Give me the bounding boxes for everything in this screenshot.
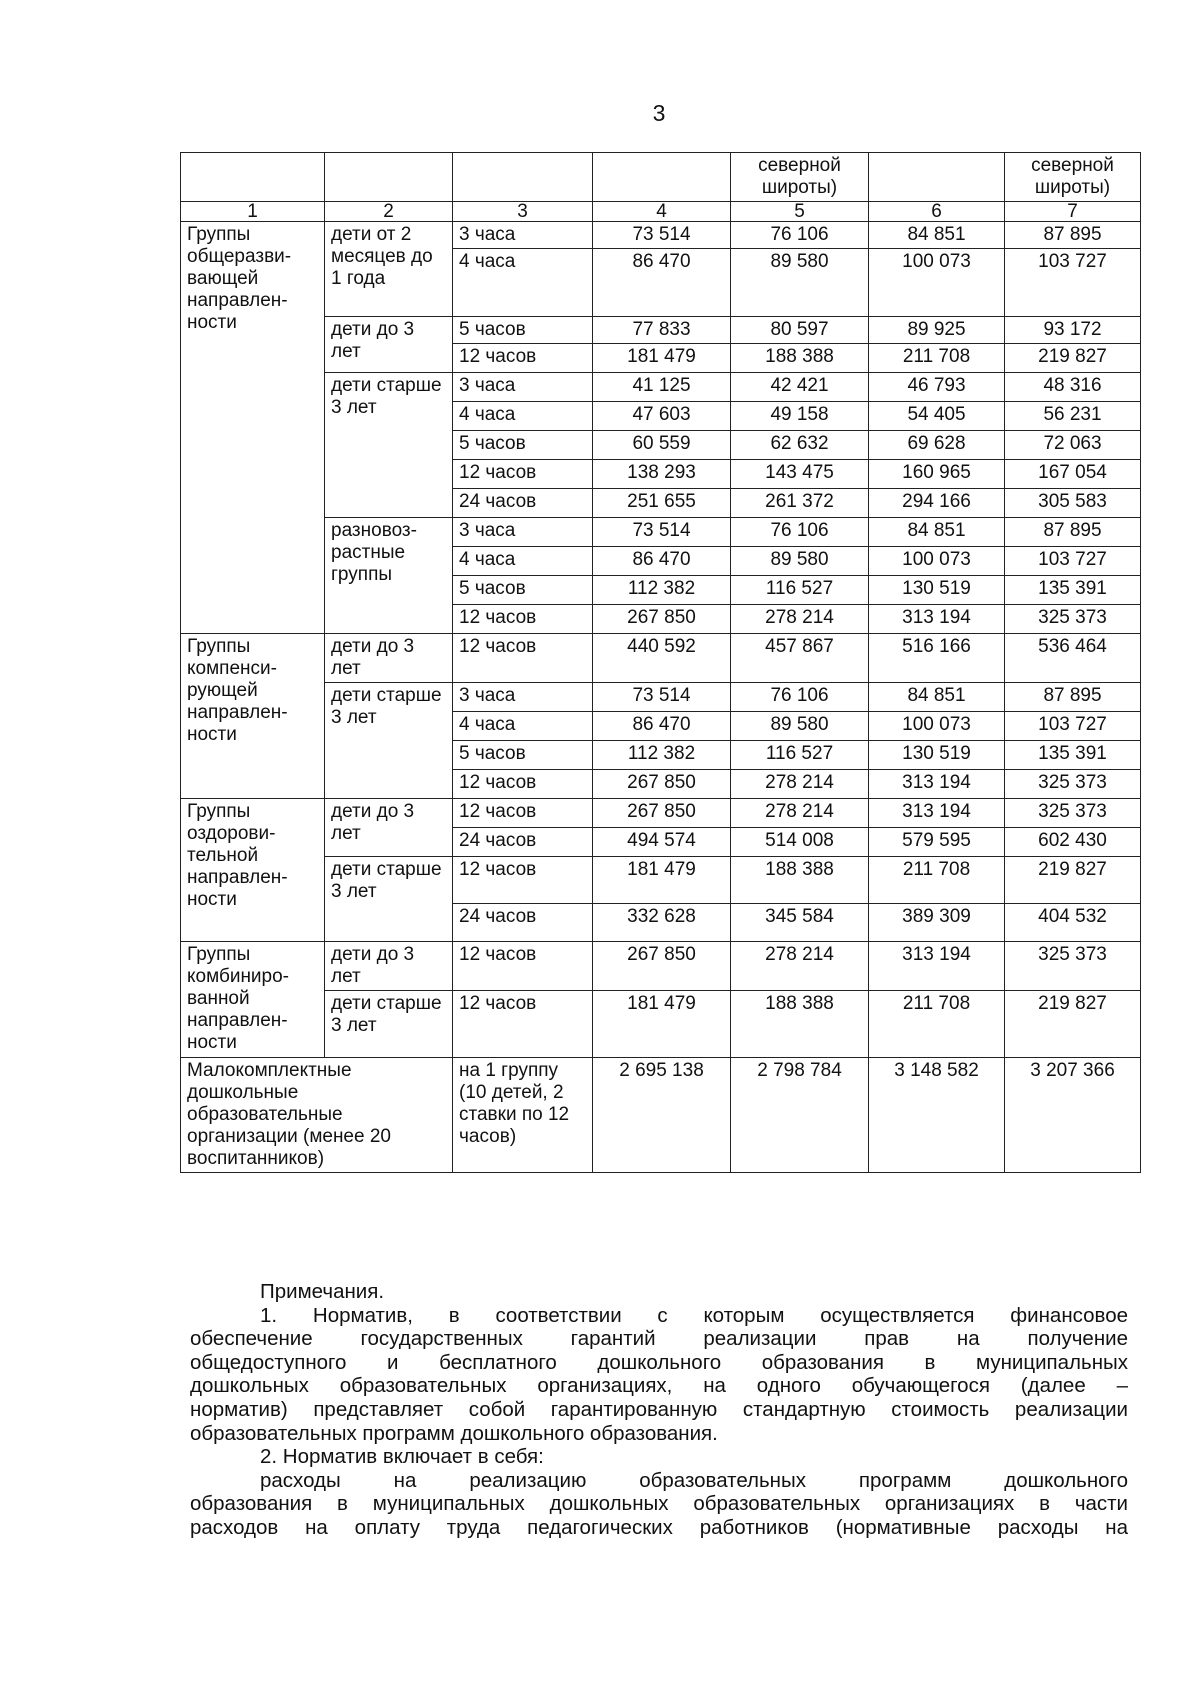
value-cell: 345 584: [731, 904, 869, 942]
value-cell: 332 628: [593, 904, 731, 942]
value-cell: 84 851: [869, 222, 1005, 249]
age-label: дети до 3 лет: [325, 799, 453, 857]
note-2-line: расходов на оплату труда педагогических работников (нормативные расходы на: [190, 1515, 1128, 1539]
value-cell: 2 695 138: [593, 1058, 731, 1173]
value-cell: 87 895: [1005, 222, 1141, 249]
value-cell: 112 382: [593, 576, 731, 605]
value-cell: 181 479: [593, 344, 731, 373]
value-cell: 80 597: [731, 317, 869, 344]
value-cell: 76 106: [731, 683, 869, 712]
column-number: 6: [869, 202, 1005, 222]
value-cell: 62 632: [731, 431, 869, 460]
value-cell: 87 895: [1005, 518, 1141, 547]
hours-cell: 5 часов: [453, 431, 593, 460]
table-row: [181, 518, 1141, 547]
value-cell: 219 827: [1005, 991, 1141, 1058]
hours-cell: 4 часа: [453, 712, 593, 741]
hours-cell: 12 часов: [453, 770, 593, 799]
value-cell: 76 106: [731, 518, 869, 547]
value-cell: 457 867: [731, 634, 869, 683]
age-label: дети старше 3 лет: [325, 991, 453, 1058]
table-row: [181, 317, 1141, 344]
value-cell: 143 475: [731, 460, 869, 489]
header-cell-1: [181, 153, 325, 202]
value-cell: 325 373: [1005, 799, 1141, 828]
value-cell: 325 373: [1005, 770, 1141, 799]
group-label: Группы оздорови-тельной направлен-ности: [181, 799, 325, 942]
value-cell: 135 391: [1005, 741, 1141, 770]
note-1-line: 1. Норматив, в соответствии с которым осуществляется финансовое: [260, 1303, 1128, 1327]
group-label: Малокомплектные дошкольные образовательные организации (менее 20 воспитанников): [181, 1058, 453, 1173]
normative-table: [180, 152, 1141, 1173]
header-cell-3: [453, 153, 593, 202]
value-cell: 48 316: [1005, 373, 1141, 402]
value-cell: 112 382: [593, 741, 731, 770]
value-cell: 278 214: [731, 799, 869, 828]
value-cell: 188 388: [731, 344, 869, 373]
value-cell: 278 214: [731, 942, 869, 991]
column-numbers-row: [181, 202, 1141, 222]
value-cell: 278 214: [731, 605, 869, 634]
value-cell: 251 655: [593, 489, 731, 518]
value-cell: 42 421: [731, 373, 869, 402]
hours-cell: 4 часа: [453, 249, 593, 317]
hours-cell: 5 часов: [453, 317, 593, 344]
value-cell: 536 464: [1005, 634, 1141, 683]
hours-cell: 3 часа: [453, 222, 593, 249]
hours-cell: 12 часов: [453, 460, 593, 489]
value-cell: 41 125: [593, 373, 731, 402]
header-cell-4: [593, 153, 731, 202]
value-cell: 313 194: [869, 942, 1005, 991]
value-cell: 89 580: [731, 712, 869, 741]
note-2-title: 2. Норматив включает в себя:: [260, 1445, 544, 1469]
value-cell: 116 527: [731, 741, 869, 770]
value-cell: 72 063: [1005, 431, 1141, 460]
value-cell: 181 479: [593, 857, 731, 904]
hours-cell: 12 часов: [453, 857, 593, 904]
table-row: [181, 373, 1141, 402]
header-cell-2: [325, 153, 453, 202]
value-cell: 313 194: [869, 799, 1005, 828]
value-cell: 130 519: [869, 576, 1005, 605]
age-label: дети старше 3 лет: [325, 373, 453, 518]
column-number: 1: [181, 202, 325, 222]
value-cell: 103 727: [1005, 547, 1141, 576]
value-cell: 267 850: [593, 770, 731, 799]
note-2-line: образования в муниципальных дошкольных образовательных организациях в части: [190, 1492, 1128, 1516]
value-cell: 514 008: [731, 828, 869, 857]
value-cell: 440 592: [593, 634, 731, 683]
value-cell: 130 519: [869, 741, 1005, 770]
header-cell-7: северной широты): [1005, 153, 1141, 202]
value-cell: 160 965: [869, 460, 1005, 489]
value-cell: 103 727: [1005, 249, 1141, 317]
table-row: [181, 857, 1141, 904]
value-cell: 516 166: [869, 634, 1005, 683]
value-cell: 261 372: [731, 489, 869, 518]
note-2-line: расходы на реализацию образовательных программ дошкольного: [260, 1468, 1128, 1492]
column-number: 4: [593, 202, 731, 222]
value-cell: 56 231: [1005, 402, 1141, 431]
value-cell: 87 895: [1005, 683, 1141, 712]
value-cell: 93 172: [1005, 317, 1141, 344]
header-cell-6: [869, 153, 1005, 202]
hours-cell: 5 часов: [453, 741, 593, 770]
table-row: [181, 634, 1141, 683]
hours-cell: 12 часов: [453, 605, 593, 634]
value-cell: 73 514: [593, 518, 731, 547]
value-cell: 86 470: [593, 712, 731, 741]
page-number: 3: [652, 100, 666, 126]
value-cell: 49 158: [731, 402, 869, 431]
table-row: [181, 991, 1141, 1058]
value-cell: 602 430: [1005, 828, 1141, 857]
hours-cell: 4 часа: [453, 402, 593, 431]
age-label: разновоз-растные группы: [325, 518, 453, 634]
age-label: дети от 2 месяцев до 1 года: [325, 222, 453, 317]
group-label: Группы комбиниро-ванной направлен-ности: [181, 942, 325, 1058]
value-cell: 219 827: [1005, 857, 1141, 904]
table-row: [181, 799, 1141, 828]
note-1-line: образовательных программ дошкольного образования.: [190, 1421, 718, 1445]
header-row: [181, 153, 1141, 202]
value-cell: 325 373: [1005, 605, 1141, 634]
value-cell: 46 793: [869, 373, 1005, 402]
hours-cell: 24 часов: [453, 828, 593, 857]
notes-title: Примечания.: [260, 1280, 385, 1303]
value-cell: 181 479: [593, 991, 731, 1058]
hours-cell: 24 часов: [453, 904, 593, 942]
value-cell: 100 073: [869, 547, 1005, 576]
group-label: Группы компенси-рующей направлен-ности: [181, 634, 325, 799]
hours-cell: на 1 группу (10 детей, 2 ставки по 12 часов): [453, 1058, 593, 1173]
note-1-line: обеспечение государственных гарантий реализации прав на получение: [190, 1327, 1128, 1351]
value-cell: 84 851: [869, 518, 1005, 547]
table-row: [181, 683, 1141, 712]
table-row: [181, 1058, 1141, 1173]
value-cell: 54 405: [869, 402, 1005, 431]
value-cell: 138 293: [593, 460, 731, 489]
column-number: 2: [325, 202, 453, 222]
value-cell: 103 727: [1005, 712, 1141, 741]
value-cell: 313 194: [869, 605, 1005, 634]
value-cell: 69 628: [869, 431, 1005, 460]
table-row: [181, 222, 1141, 249]
column-number: 3: [453, 202, 593, 222]
hours-cell: 12 часов: [453, 799, 593, 828]
value-cell: 389 309: [869, 904, 1005, 942]
header-cell-5: северной широты): [731, 153, 869, 202]
value-cell: 267 850: [593, 605, 731, 634]
hours-cell: 3 часа: [453, 518, 593, 547]
value-cell: 86 470: [593, 547, 731, 576]
value-cell: 73 514: [593, 683, 731, 712]
note-1-line: норматив) представляет собой гарантированную стандартную стоимость реализации: [190, 1397, 1128, 1421]
age-label: дети до 3 лет: [325, 634, 453, 683]
value-cell: 60 559: [593, 431, 731, 460]
hours-cell: 4 часа: [453, 547, 593, 576]
value-cell: 219 827: [1005, 344, 1141, 373]
value-cell: 188 388: [731, 857, 869, 904]
notes-section: [190, 1280, 1128, 1540]
value-cell: 76 106: [731, 222, 869, 249]
value-cell: 100 073: [869, 249, 1005, 317]
age-label: дети до 3 лет: [325, 317, 453, 373]
note-1-line: дошкольных образовательных организациях, на одного обучающегося (далее –: [190, 1374, 1128, 1398]
age-label: дети до 3 лет: [325, 942, 453, 991]
age-label: дети старше 3 лет: [325, 857, 453, 942]
value-cell: 47 603: [593, 402, 731, 431]
value-cell: 2 798 784: [731, 1058, 869, 1173]
hours-cell: 5 часов: [453, 576, 593, 605]
hours-cell: 3 часа: [453, 683, 593, 712]
value-cell: 89 580: [731, 547, 869, 576]
value-cell: 73 514: [593, 222, 731, 249]
value-cell: 278 214: [731, 770, 869, 799]
hours-cell: 3 часа: [453, 373, 593, 402]
column-number: 5: [731, 202, 869, 222]
hours-cell: 12 часов: [453, 991, 593, 1058]
value-cell: 313 194: [869, 770, 1005, 799]
value-cell: 211 708: [869, 344, 1005, 373]
value-cell: 294 166: [869, 489, 1005, 518]
value-cell: 579 595: [869, 828, 1005, 857]
group-label: Группы общеразви-вающей направлен-ности: [181, 222, 325, 634]
value-cell: 100 073: [869, 712, 1005, 741]
table-row: [181, 942, 1141, 991]
value-cell: 325 373: [1005, 942, 1141, 991]
age-label: дети старше 3 лет: [325, 683, 453, 799]
column-number: 7: [1005, 202, 1141, 222]
value-cell: 188 388: [731, 991, 869, 1058]
value-cell: 404 532: [1005, 904, 1141, 942]
value-cell: 3 207 366: [1005, 1058, 1141, 1173]
value-cell: 89 925: [869, 317, 1005, 344]
hours-cell: 24 часов: [453, 489, 593, 518]
value-cell: 116 527: [731, 576, 869, 605]
value-cell: 267 850: [593, 799, 731, 828]
value-cell: 3 148 582: [869, 1058, 1005, 1173]
value-cell: 267 850: [593, 942, 731, 991]
value-cell: 305 583: [1005, 489, 1141, 518]
value-cell: 77 833: [593, 317, 731, 344]
value-cell: 211 708: [869, 857, 1005, 904]
hours-cell: 12 часов: [453, 634, 593, 683]
value-cell: 494 574: [593, 828, 731, 857]
hours-cell: 12 часов: [453, 942, 593, 991]
value-cell: 86 470: [593, 249, 731, 317]
value-cell: 135 391: [1005, 576, 1141, 605]
note-1-line: общедоступного и бесплатного дошкольного образования в муниципальных: [190, 1350, 1128, 1374]
hours-cell: 12 часов: [453, 344, 593, 373]
value-cell: 89 580: [731, 249, 869, 317]
value-cell: 211 708: [869, 991, 1005, 1058]
value-cell: 84 851: [869, 683, 1005, 712]
value-cell: 167 054: [1005, 460, 1141, 489]
